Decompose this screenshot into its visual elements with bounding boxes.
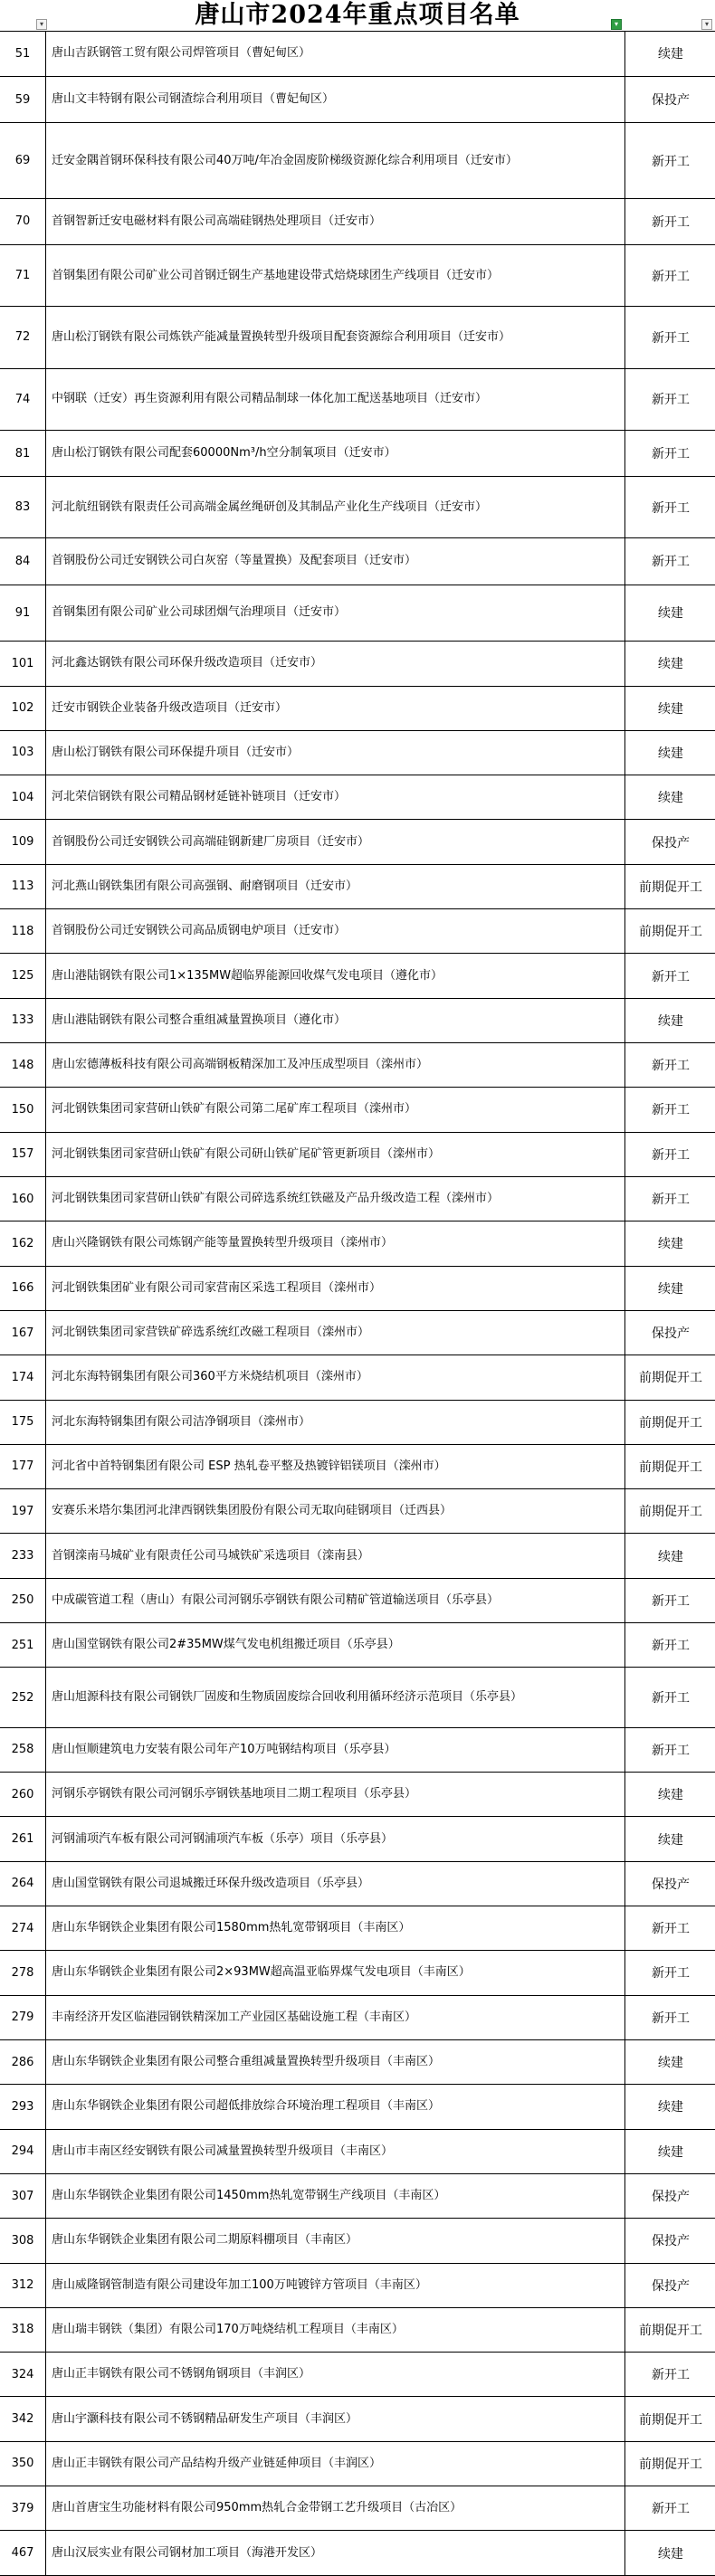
project-name-cell[interactable]: 河北省中首特钢集团有限公司 ESP 热轧卷平整及热镀锌铝镁项目（滦州市） xyxy=(46,1445,625,1488)
project-number-cell[interactable]: 379 xyxy=(0,2486,46,2530)
dropdown-arrow-icon[interactable]: ▾ xyxy=(36,19,47,30)
project-name-cell[interactable]: 唐山兴隆钢铁有限公司炼钢产能等量置换转型升级项目（滦州市） xyxy=(46,1221,625,1265)
table-row xyxy=(0,31,715,77)
project-name-cell[interactable]: 唐山文丰特钢有限公司钢渣综合利用项目（曹妃甸区） xyxy=(46,77,625,122)
project-number-cell[interactable]: 342 xyxy=(0,2397,46,2440)
project-name-cell[interactable]: 首钢股份公司迁安钢铁公司高品质钢电炉项目（迁安市） xyxy=(46,909,625,953)
project-name-cell[interactable]: 唐山东华钢铁企业集团有限公司2×93MW超高温亚临界煤气发电项目（丰南区） xyxy=(46,1951,625,1994)
table-row xyxy=(0,999,715,1043)
project-number-cell[interactable]: 118 xyxy=(0,909,46,953)
project-number-cell[interactable]: 278 xyxy=(0,1951,46,1994)
project-number-cell[interactable]: 70 xyxy=(0,199,46,244)
project-number-cell[interactable]: 162 xyxy=(0,1221,46,1265)
project-number-cell[interactable]: 104 xyxy=(0,775,46,819)
project-number-cell[interactable]: 91 xyxy=(0,585,46,642)
project-number-cell[interactable]: 233 xyxy=(0,1534,46,1577)
project-name-cell[interactable]: 唐山国堂钢铁有限公司退城搬迁环保升级改造项目（乐亭县） xyxy=(46,1862,625,1906)
project-name-cell[interactable]: 首钢智新迁安电磁材料有限公司高端硅钢热处理项目（迁安市） xyxy=(46,199,625,244)
project-status-cell[interactable]: 前期促开工 xyxy=(639,879,702,895)
project-status-cell[interactable]: 新开工 xyxy=(652,1059,690,1074)
table-row xyxy=(0,1623,715,1668)
project-name-cell[interactable]: 河北钢铁集团司家营铁矿碎选系统红改磁工程项目（滦州市） xyxy=(46,1311,625,1355)
project-status-cell[interactable]: 新开工 xyxy=(652,555,690,570)
project-status-cell[interactable]: 保投产 xyxy=(652,93,690,109)
project-name-cell[interactable]: 中钢联（迁安）再生资源利用有限公司精品制球一体化加工配送基地项目（迁安市） xyxy=(46,369,625,430)
table-row xyxy=(0,2040,715,2085)
project-status-cell[interactable]: 前期促开工 xyxy=(639,925,702,940)
table-row xyxy=(0,1088,715,1132)
page-title: 唐山市2024年重点项目名单 xyxy=(195,1,520,29)
table-row xyxy=(0,585,715,642)
project-status-cell[interactable]: 续建 xyxy=(658,47,683,62)
project-name-cell[interactable]: 河北荣信钢铁有限公司精品钢材延链补链项目（迁安市） xyxy=(46,775,625,819)
project-status-cell[interactable]: 新开工 xyxy=(652,1193,690,1208)
project-name-cell[interactable]: 唐山东华钢铁企业集团有限公司超低排放综合环境治理工程项目（丰南区） xyxy=(46,2085,625,2128)
project-status-cell[interactable]: 保投产 xyxy=(652,1877,690,1892)
project-name-cell[interactable]: 唐山吉跃钢管工贸有限公司焊管项目（曹妃甸区） xyxy=(46,31,625,76)
project-number-cell[interactable]: 312 xyxy=(0,2264,46,2307)
project-name-cell[interactable]: 河北钢铁集团矿业有限公司司家营南区采选工程项目（滦州市） xyxy=(46,1267,625,1310)
project-status-cell[interactable]: 新开工 xyxy=(652,1922,690,1937)
table-row xyxy=(0,642,715,686)
project-name-cell[interactable]: 丰南经济开发区临港园钢铁精深加工产业园区基础设施工程（丰南区） xyxy=(46,1996,625,2039)
project-status-cell[interactable]: 续建 xyxy=(658,1832,683,1848)
table-row xyxy=(0,369,715,431)
project-status-cell[interactable]: 续建 xyxy=(658,1549,683,1564)
project-number-cell[interactable]: 307 xyxy=(0,2174,46,2218)
project-number-cell[interactable]: 166 xyxy=(0,1267,46,1310)
dropdown-arrow-icon[interactable]: ▾ xyxy=(701,19,712,30)
project-status-cell[interactable]: 新开工 xyxy=(652,1147,690,1163)
project-status-cell[interactable]: 新开工 xyxy=(652,1103,690,1118)
project-name-cell[interactable]: 唐山松汀钢铁有限公司炼铁产能减量置换转型升级项目配套资源综合利用项目（迁安市） xyxy=(46,307,625,367)
project-number-cell[interactable]: 109 xyxy=(0,820,46,863)
table-row xyxy=(0,1579,715,1623)
project-name-cell[interactable]: 河北航纽钢铁有限责任公司高端金属丝绳研创及其制品产业化生产线项目（迁安市） xyxy=(46,477,625,537)
table-row xyxy=(0,307,715,368)
table-row xyxy=(0,477,715,538)
project-name-cell[interactable]: 河北钢铁集团司家营研山铁矿有限公司第二尾矿库工程项目（滦州市） xyxy=(46,1088,625,1131)
project-status-cell[interactable]: 新开工 xyxy=(652,393,690,408)
project-number-cell[interactable]: 260 xyxy=(0,1773,46,1816)
project-status-cell[interactable]: 新开工 xyxy=(652,1639,690,1654)
project-status-cell[interactable]: 新开工 xyxy=(652,1743,690,1758)
project-status-cell[interactable]: 新开工 xyxy=(652,1966,690,1982)
project-name-cell[interactable]: 中成碳管道工程（唐山）有限公司河钢乐亭钢铁有限公司精矿管道输送项目（乐亭县） xyxy=(46,1579,625,1622)
project-status-cell[interactable]: 保投产 xyxy=(652,1326,690,1342)
project-status-cell[interactable]: 续建 xyxy=(658,746,683,761)
project-name-cell[interactable]: 迁安金隅首钢环保科技有限公司40万吨/年冶金固废阶梯级资源化综合利用项目（迁安市） xyxy=(46,123,625,197)
table-row xyxy=(0,1311,715,1355)
project-status-cell[interactable]: 新开工 xyxy=(652,969,690,984)
project-status-cell[interactable]: 续建 xyxy=(658,2056,683,2071)
table-row xyxy=(0,1221,715,1266)
project-number-cell[interactable]: 293 xyxy=(0,2085,46,2128)
table-row xyxy=(0,1728,715,1773)
filter-active-icon[interactable]: ▾ xyxy=(611,19,622,30)
project-status-cell[interactable]: 续建 xyxy=(658,657,683,672)
project-number-cell[interactable]: 294 xyxy=(0,2130,46,2173)
project-name-cell[interactable]: 唐山宏德薄板科技有限公司高端钢板精深加工及冲压成型项目（滦州市） xyxy=(46,1043,625,1087)
table-row xyxy=(0,731,715,775)
project-status-cell[interactable]: 续建 xyxy=(658,1281,683,1297)
table-row xyxy=(0,865,715,909)
project-name-cell[interactable]: 唐山东华钢铁企业集团有限公司1450mm热轧宽带钢生产线项目（丰南区） xyxy=(46,2174,625,2218)
project-number-cell[interactable]: 113 xyxy=(0,865,46,908)
table-row xyxy=(0,1355,715,1400)
project-name-cell[interactable]: 唐山国堂钢铁有限公司2#35MW煤气发电机组搬迁项目（乐亭县） xyxy=(46,1623,625,1667)
table-row xyxy=(0,1817,715,1861)
table-row xyxy=(0,1951,715,1995)
project-name-cell[interactable]: 河北燕山钢铁集团有限公司高强钢、耐磨钢项目（迁安市） xyxy=(46,865,625,908)
project-status-cell[interactable]: 续建 xyxy=(658,2144,683,2160)
project-name-cell[interactable]: 首钢滦南马城矿业有限责任公司马城铁矿采选项目（滦南县） xyxy=(46,1534,625,1577)
project-number-cell[interactable]: 258 xyxy=(0,1728,46,1772)
project-status-cell[interactable]: 新开工 xyxy=(652,2368,690,2383)
project-name-cell[interactable]: 首钢集团有限公司矿业公司首钢迁钢生产基地建设带式焙烧球团生产线项目（迁安市） xyxy=(46,245,625,306)
title-row xyxy=(0,0,715,32)
table-row xyxy=(0,199,715,245)
table-row xyxy=(0,2308,715,2353)
project-number-cell[interactable]: 175 xyxy=(0,1401,46,1444)
project-status-cell[interactable]: 续建 xyxy=(658,2546,683,2562)
project-number-cell[interactable]: 167 xyxy=(0,1311,46,1355)
project-number-cell[interactable]: 74 xyxy=(0,369,46,430)
project-status-cell[interactable]: 新开工 xyxy=(652,500,690,516)
project-name-cell[interactable]: 唐山松汀钢铁有限公司配套60000Nm³/h空分制氧项目（迁安市） xyxy=(46,431,625,476)
project-number-cell[interactable]: 83 xyxy=(0,477,46,537)
project-number-cell[interactable]: 133 xyxy=(0,999,46,1042)
project-name-cell[interactable]: 安赛乐米塔尔集团河北津西钢铁集团股份有限公司无取向硅钢项目（迁西县） xyxy=(46,1489,625,1533)
project-status-cell[interactable]: 前期促开工 xyxy=(639,2457,702,2472)
project-number-cell[interactable]: 69 xyxy=(0,123,46,197)
project-name-cell[interactable]: 唐山旭源科技有限公司钢铁厂固废和生物质固废综合回收利用循环经济示范项目（乐亭县） xyxy=(46,1668,625,1726)
project-name-cell[interactable]: 唐山港陆钢铁有限公司整合重组减量置换项目（遵化市） xyxy=(46,999,625,1042)
project-number-cell[interactable]: 250 xyxy=(0,1579,46,1622)
project-number-cell[interactable]: 103 xyxy=(0,731,46,775)
project-number-cell[interactable]: 286 xyxy=(0,2040,46,2084)
project-number-cell[interactable]: 51 xyxy=(0,31,46,76)
table-row xyxy=(0,245,715,307)
table-row xyxy=(0,954,715,998)
project-name-cell[interactable]: 唐山汉辰实业有限公司钢材加工项目（海港开发区） xyxy=(46,2531,625,2574)
table-row xyxy=(0,2531,715,2575)
project-status-cell[interactable]: 新开工 xyxy=(652,447,690,461)
table-row xyxy=(0,2219,715,2263)
project-status-cell[interactable]: 新开工 xyxy=(652,154,690,169)
project-status-cell[interactable]: 前期促开工 xyxy=(639,1459,702,1475)
project-name-cell[interactable]: 唐山首唐宝生功能材料有限公司950mm热轧合金带钢工艺升级项目（古冶区） xyxy=(46,2486,625,2530)
project-name-cell[interactable]: 唐山威隆钢管制造有限公司建设年加工100万吨镀锌方管项目（丰南区） xyxy=(46,2264,625,2307)
project-status-cell[interactable]: 续建 xyxy=(658,701,683,717)
project-status-cell[interactable]: 新开工 xyxy=(652,214,690,230)
project-status-cell[interactable]: 新开工 xyxy=(652,330,690,346)
table-row xyxy=(0,1862,715,1906)
table-row xyxy=(0,538,715,585)
table-row xyxy=(0,1177,715,1221)
table-row xyxy=(0,1043,715,1088)
project-number-cell[interactable]: 251 xyxy=(0,1623,46,1667)
table-row xyxy=(0,1906,715,1951)
project-name-cell[interactable]: 唐山瑞丰钢铁（集团）有限公司170万吨烧结机工程项目（丰南区） xyxy=(46,2308,625,2352)
project-number-cell[interactable]: 174 xyxy=(0,1355,46,1399)
project-number-cell[interactable]: 264 xyxy=(0,1862,46,1906)
project-status-cell[interactable]: 新开工 xyxy=(652,2010,690,2026)
project-name-cell[interactable]: 唐山东华钢铁企业集团有限公司整合重组减量置换转型升级项目（丰南区） xyxy=(46,2040,625,2084)
project-number-cell[interactable]: 197 xyxy=(0,1489,46,1533)
project-name-cell[interactable]: 首钢股份公司迁安钢铁公司白灰窑（等量置换）及配套项目（迁安市） xyxy=(46,538,625,584)
project-status-cell[interactable]: 前期促开工 xyxy=(639,1415,702,1431)
table-row xyxy=(0,1668,715,1727)
project-number-cell[interactable]: 274 xyxy=(0,1906,46,1950)
project-status-cell[interactable]: 续建 xyxy=(658,2100,683,2115)
project-name-cell[interactable]: 河北鑫达钢铁有限公司环保升级改造项目（迁安市） xyxy=(46,642,625,685)
project-number-cell[interactable]: 125 xyxy=(0,954,46,997)
project-status-cell[interactable]: 前期促开工 xyxy=(639,1505,702,1520)
project-name-cell[interactable]: 唐山恒顺建筑电力安装有限公司年产10万吨钢结构项目（乐亭县） xyxy=(46,1728,625,1772)
table-row xyxy=(0,1996,715,2040)
project-table xyxy=(0,31,715,2576)
project-number-cell[interactable]: 324 xyxy=(0,2353,46,2396)
project-number-cell[interactable]: 160 xyxy=(0,1177,46,1221)
project-name-cell[interactable]: 迁安市钢铁企业装备升级改造项目（迁安市） xyxy=(46,687,625,730)
table-row xyxy=(0,2442,715,2486)
table-row xyxy=(0,2085,715,2129)
table-row xyxy=(0,2486,715,2531)
table-row xyxy=(0,123,715,198)
project-name-cell[interactable]: 唐山正丰钢铁有限公司产品结构升级产业链延伸项目（丰润区） xyxy=(46,2442,625,2486)
table-row xyxy=(0,820,715,864)
table-row xyxy=(0,1445,715,1489)
project-name-cell[interactable]: 唐山松汀钢铁有限公司环保提升项目（迁安市） xyxy=(46,731,625,775)
project-name-cell[interactable]: 河北东海特钢集团有限公司洁净钢项目（滦州市） xyxy=(46,1401,625,1444)
table-row xyxy=(0,2264,715,2308)
project-number-cell[interactable]: 318 xyxy=(0,2308,46,2352)
project-number-cell[interactable]: 81 xyxy=(0,431,46,476)
project-status-cell[interactable]: 保投产 xyxy=(652,2190,690,2205)
table-row xyxy=(0,431,715,477)
project-name-cell[interactable]: 河北钢铁集团司家营研山铁矿有限公司碎选系统红铁磁及产品升级改造工程（滦州市） xyxy=(46,1177,625,1221)
project-status-cell[interactable]: 续建 xyxy=(658,791,683,806)
table-row xyxy=(0,1133,715,1177)
table-row xyxy=(0,77,715,123)
project-name-cell[interactable]: 唐山正丰钢铁有限公司不锈钢角钢项目（丰润区） xyxy=(46,2353,625,2396)
table-row xyxy=(0,2130,715,2174)
project-number-cell[interactable]: 148 xyxy=(0,1043,46,1087)
project-number-cell[interactable]: 308 xyxy=(0,2219,46,2262)
project-name-cell[interactable]: 首钢股份公司迁安钢铁公司高端硅钢新建厂房项目（迁安市） xyxy=(46,820,625,863)
project-name-cell[interactable]: 唐山市丰南区经安钢铁有限公司减量置换转型升级项目（丰南区） xyxy=(46,2130,625,2173)
project-name-cell[interactable]: 唐山宇灏科技有限公司不锈钢精品研发生产项目（丰润区） xyxy=(46,2397,625,2440)
project-number-cell[interactable]: 350 xyxy=(0,2442,46,2486)
table-row xyxy=(0,2174,715,2219)
project-name-cell[interactable]: 唐山东华钢铁企业集团有限公司二期原料棚项目（丰南区） xyxy=(46,2219,625,2262)
project-number-cell[interactable]: 150 xyxy=(0,1088,46,1131)
project-number-cell[interactable]: 71 xyxy=(0,245,46,306)
project-number-cell[interactable]: 177 xyxy=(0,1445,46,1488)
table-row xyxy=(0,1489,715,1534)
project-status-cell[interactable]: 保投产 xyxy=(652,2278,690,2294)
project-number-cell[interactable]: 157 xyxy=(0,1133,46,1176)
project-number-cell[interactable]: 101 xyxy=(0,642,46,685)
project-name-cell[interactable]: 河钢浦项汽车板有限公司河钢浦项汽车板（乐亭）项目（乐亭县） xyxy=(46,1817,625,1860)
project-status-cell[interactable]: 保投产 xyxy=(652,835,690,851)
project-status-cell[interactable]: 新开工 xyxy=(652,2502,690,2517)
project-number-cell[interactable]: 279 xyxy=(0,1996,46,2039)
table-row xyxy=(0,909,715,954)
table-row xyxy=(0,687,715,731)
table-row xyxy=(0,775,715,820)
project-number-cell[interactable]: 59 xyxy=(0,77,46,122)
project-name-cell[interactable]: 河北东海特钢集团有限公司360平方米烧结机项目（滦州市） xyxy=(46,1355,625,1399)
project-name-cell[interactable]: 首钢集团有限公司矿业公司球团烟气治理项目（迁安市） xyxy=(46,585,625,642)
project-number-cell[interactable]: 252 xyxy=(0,1668,46,1726)
table-row xyxy=(0,1773,715,1817)
project-status-cell[interactable]: 新开工 xyxy=(652,269,690,284)
table-row xyxy=(0,1534,715,1578)
project-status-cell[interactable]: 续建 xyxy=(658,1788,683,1803)
project-status-cell[interactable]: 前期促开工 xyxy=(639,2412,702,2428)
project-name-cell[interactable]: 唐山港陆钢铁有限公司1×135MW超临界能源回收煤气发电项目（遵化市） xyxy=(46,954,625,997)
project-status-cell[interactable]: 续建 xyxy=(658,606,683,622)
project-number-cell[interactable]: 72 xyxy=(0,307,46,367)
table-row xyxy=(0,2397,715,2441)
table-row xyxy=(0,1267,715,1311)
project-number-cell[interactable]: 467 xyxy=(0,2531,46,2574)
project-status-cell[interactable]: 前期促开工 xyxy=(639,2323,702,2338)
project-status-cell[interactable]: 续建 xyxy=(658,1237,683,1252)
table-row xyxy=(0,1401,715,1445)
project-number-cell[interactable]: 102 xyxy=(0,687,46,730)
project-number-cell[interactable]: 261 xyxy=(0,1817,46,1860)
project-status-cell[interactable]: 新开工 xyxy=(652,1593,690,1609)
project-status-cell[interactable]: 新开工 xyxy=(652,1691,690,1706)
project-status-cell[interactable]: 续建 xyxy=(658,1013,683,1029)
project-name-cell[interactable]: 河北钢铁集团司家营研山铁矿有限公司研山铁矿尾矿管更新项目（滦州市） xyxy=(46,1133,625,1176)
project-status-cell[interactable]: 前期促开工 xyxy=(639,1371,702,1386)
project-number-cell[interactable]: 84 xyxy=(0,538,46,584)
table-row xyxy=(0,2353,715,2397)
project-name-cell[interactable]: 唐山东华钢铁企业集团有限公司1580mm热轧宽带钢项目（丰南区） xyxy=(46,1906,625,1950)
project-status-cell[interactable]: 保投产 xyxy=(652,2234,690,2249)
project-name-cell[interactable]: 河钢乐亭钢铁有限公司河钢乐亭钢铁基地项目二期工程项目（乐亭县） xyxy=(46,1773,625,1816)
